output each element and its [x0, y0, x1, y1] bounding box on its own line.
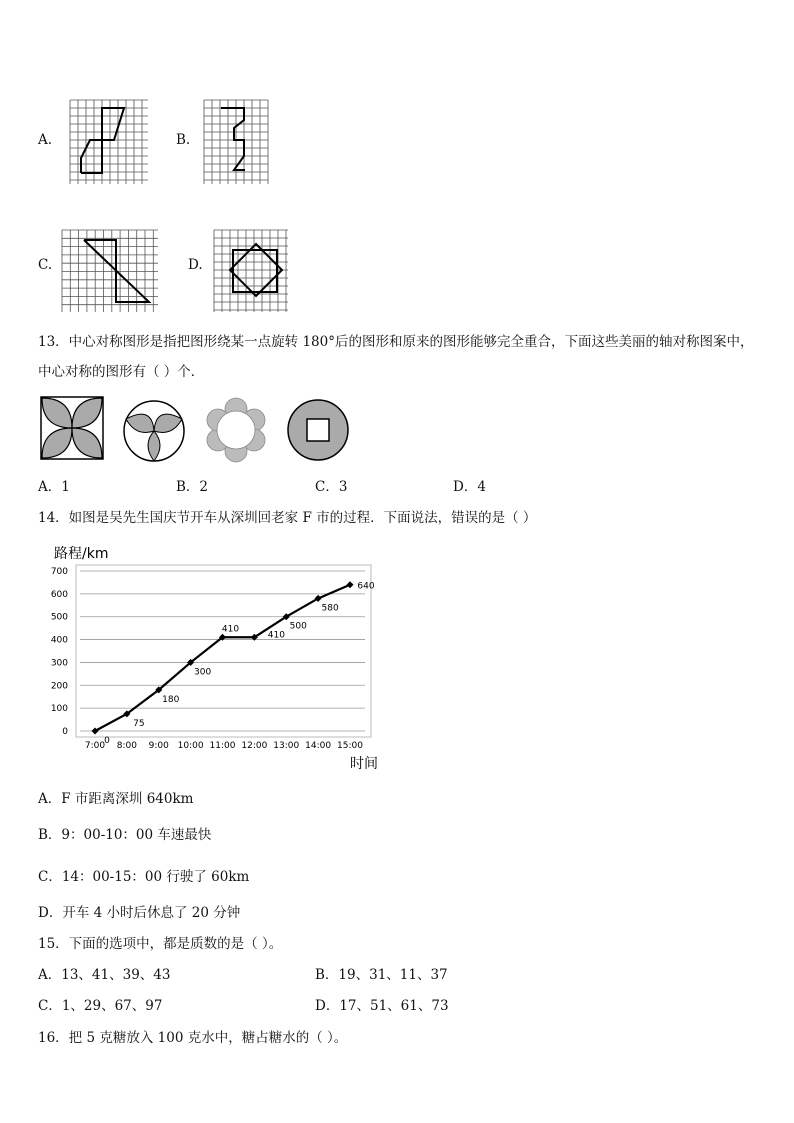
q13-pattern-coin [286, 398, 350, 462]
q15-option-c: C．1、29、67、97 [38, 998, 163, 1014]
x-tick-label: 15:00 [337, 741, 363, 751]
q13-pattern-flower [203, 397, 269, 463]
q15-stem: 15．下面的选项中，都是质数的是（ ）。 [38, 936, 283, 952]
y-tick-label: 500 [50, 612, 68, 623]
plot-frame [76, 565, 371, 737]
y-axis-title: 路程/km [54, 546, 109, 562]
q14-option-b: B．9：00-10：00 车速最快 [38, 827, 212, 843]
x-tick-label: 14:00 [305, 741, 332, 751]
series-line [95, 585, 350, 731]
x-tick-label: 10:00 [177, 741, 204, 751]
y-tick-label: 400 [50, 635, 68, 646]
y-tick-label: 300 [50, 658, 68, 669]
x-tick-label: 7:00 [84, 741, 106, 751]
x-tick-labels [85, 741, 363, 751]
y-tick-label: 0 [62, 727, 68, 737]
q15-option-b: B．19、31、11、37 [315, 967, 448, 983]
q12-option-b-label: B. [176, 132, 191, 148]
q12-option-d-figure [212, 228, 290, 314]
q12-option-c-figure [60, 228, 160, 314]
data-label: 75 [133, 718, 145, 729]
y-tick-labels [51, 567, 68, 737]
q13-stem-line2: 中心对称的图形有（ ）个． [38, 364, 205, 380]
q12-option-a-label: A. [38, 132, 53, 148]
data-label: 0 [104, 736, 110, 746]
q12-option-d-label: D. [188, 257, 203, 273]
y-tick-label: 700 [50, 567, 68, 577]
x-tick-label: 9:00 [148, 741, 169, 751]
q14-stem: 14．如图是吴先生国庆节开车从深圳回老家 F 市的过程．下面说法，错误的是（ ） [38, 510, 537, 526]
data-label: 410 [267, 630, 285, 641]
q12-option-b-figure [200, 98, 270, 186]
data-labels [104, 582, 375, 746]
data-label: 300 [194, 667, 212, 678]
q14-option-d: D．开车 4 小时后休息了 20 分钟 [38, 905, 241, 921]
grid [62, 230, 158, 312]
y-tick-label: 200 [50, 681, 68, 692]
x-tick-label: 12:00 [241, 741, 268, 751]
x-axis-title: 时间 [350, 756, 378, 772]
x-tick-label: 8:00 [116, 741, 137, 751]
x-tick-label: 11:00 [209, 741, 236, 751]
chart-grid [76, 565, 371, 737]
q13-option-a: A．1 [38, 479, 70, 495]
q12-option-a-figure [68, 98, 150, 186]
q13-option-b: B．2 [176, 479, 209, 495]
q13-pattern-four-petals [40, 396, 104, 460]
grid [204, 100, 268, 184]
q13-stem-line1: 13．中心对称图形是指把图形绕某一点旋转 180°后的图形和原来的图形能够完全重合，下面这些美丽的轴对称图案中， [38, 334, 754, 350]
data-label: 640 [357, 581, 375, 592]
q14-option-a: A．F 市距离深圳 640km [38, 791, 194, 807]
y-tick-label: 600 [50, 589, 68, 600]
distance-time-line-chart [40, 538, 390, 778]
q13-pattern-three-petals [122, 399, 186, 463]
q14-option-c: C．14：00-15：00 行驶了 60km [38, 869, 250, 885]
q16-stem: 16．把 5 克糖放入 100 克水中，糖占糖水的（ ）。 [38, 1030, 348, 1046]
q13-option-c: C．3 [315, 479, 348, 495]
q15-option-d: D．17、51、61、73 [315, 998, 449, 1014]
q13-option-d: D．4 [453, 479, 486, 495]
data-label: 410 [221, 624, 240, 635]
x-tick-label: 13:00 [273, 741, 300, 751]
y-tick-label: 100 [50, 704, 68, 715]
data-label: 580 [321, 603, 339, 614]
data-label: 500 [289, 621, 307, 632]
data-label: 180 [162, 694, 180, 705]
q15-option-a: A．13、41、39、43 [38, 967, 171, 983]
data-point [347, 581, 354, 588]
q12-option-c-label: C. [38, 257, 53, 273]
